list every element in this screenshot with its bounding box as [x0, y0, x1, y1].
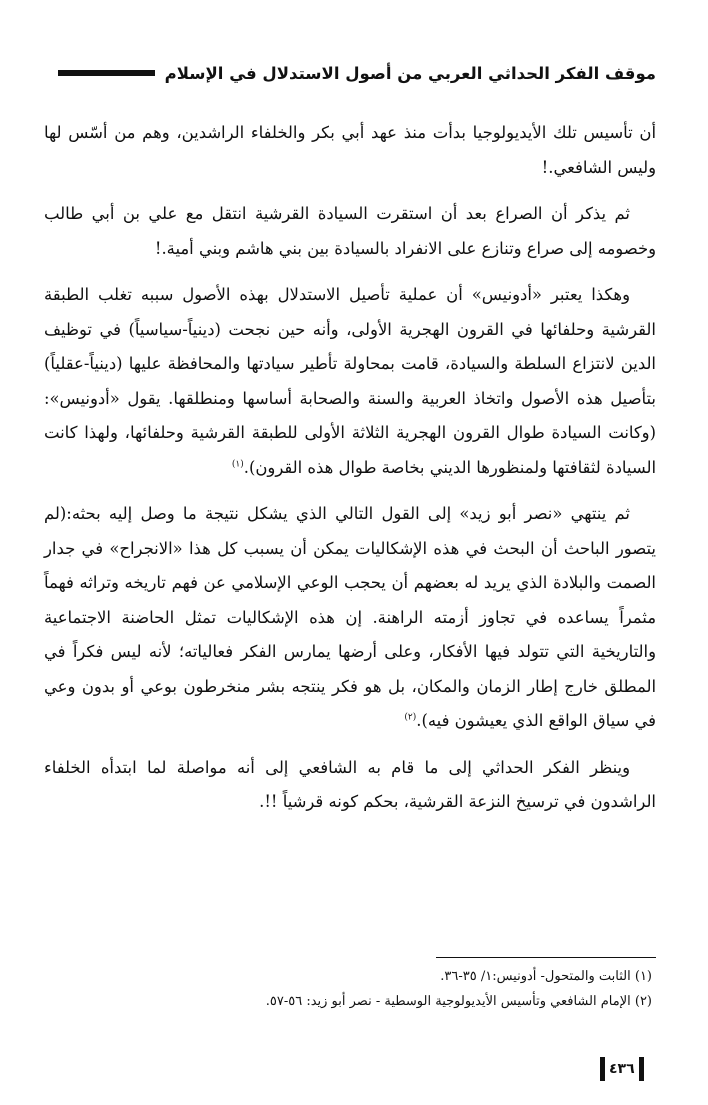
footnote-divider — [436, 957, 656, 958]
running-header-title: موقف الفكر الحداثي العربي من أصول الاستدلال في الإسلام — [164, 63, 656, 83]
paragraph-text: ثم يذكر أن الصراع بعد أن استقرت السيادة القرشية انتقل مع علي بن أبي طالب وخصومه إلى صراع وتنازع على الانفراد بالسيادة بين بني هاشم وبني أمية.! — [44, 204, 656, 258]
paragraph — [44, 497, 656, 739]
page-number-text: ٤٣٦ — [609, 1061, 635, 1077]
page-number — [600, 1056, 644, 1082]
header-rule — [58, 70, 155, 76]
footnote-reference: (٢) — [404, 712, 417, 723]
footnote: (٢) الإمام الشافعي وتأسيس الأيديولوجية الوسطية - نصر أبو زيد: ٥٦-٥٧. — [265, 994, 652, 1009]
page-number-bar-left — [600, 1057, 605, 1081]
footnote-reference: (١) — [231, 459, 244, 470]
paragraph — [44, 116, 656, 185]
paragraph — [44, 197, 656, 266]
paragraph — [44, 278, 656, 485]
paragraph-text: أن تأسيس تلك الأيديولوجيا بدأت منذ عهد أبي بكر والخلفاء الراشدين، وهم من أسّس لها وليس الشافعي.! — [44, 123, 656, 177]
footnotes — [44, 964, 652, 1014]
running-header — [58, 56, 656, 90]
main-text — [44, 116, 656, 832]
paragraph-text: وهكذا يعتبر «أدونيس» أن عملية تأصيل الاستدلال بهذه الأصول سببه تغلب الطبقة القرشية وحلفائها في القرون الهجرية الأولى، وأنه حين نجحت (دينياً-سياسياً) في توظيف الدين لانتزاع السلطة والسيادة، قامت بمحاولة تأطير سيادتها والمحافظة عليها (دينياً-عقلياً) بتأصيل هذه الأصول واتخاذ العربية والسنة والصحابة أساسها ومنطلقها. يقول «أدونيس»: (وكانت السيادة طوال القرون الهجرية الثلاثة الأولى للطبقة القرشية وحلفائها، ولهذا كانت السيادة لثقافتها ولمنظورها الديني بخاصة طوال هذه القرون). — [44, 285, 656, 477]
paragraph — [44, 751, 656, 820]
paragraph-text: ثم ينتهي «نصر أبو زيد» إلى القول التالي الذي يشكل نتيجة ما وصل إليه بحثه:(لم يتصور الباحث أن البحث في هذه الإشكاليات يمكن أن يسبب كل هذا «الانجراح» في جدار الصمت والبلادة الذي يريد له بعضهم أن يحجب الوعي الإسلامي عن فهم تاريخه وتراثه فهماً مثمراً يساعده في تجاوز أزمته الراهنة. إن هذه الإشكاليات تمثل الحاضنة الاجتماعية والتاريخية التي تتولد فيها الأفكار، وعلى أرضها يمارس الفكر فعالياته؛ لأنه ليس فكراً في المطلق خارج إطار الزمان والمكان، بل هو فكر ينتجه بشر منخرطون بوعي أو بدون وعي في سياق الواقع الذي يعيشون فيه). — [44, 504, 656, 730]
page-number-bar-right — [639, 1057, 644, 1081]
footnote: (١) الثابت والمتحول- أدونيس:١/ ٣٥-٣٦. — [440, 969, 652, 984]
paragraph-text: وينظر الفكر الحداثي إلى ما قام به الشافعي إلى أنه مواصلة لما ابتدأه الخلفاء الراشدون في ترسيخ النزعة القرشية، بحكم كونه قرشياً !!. — [44, 757, 656, 811]
